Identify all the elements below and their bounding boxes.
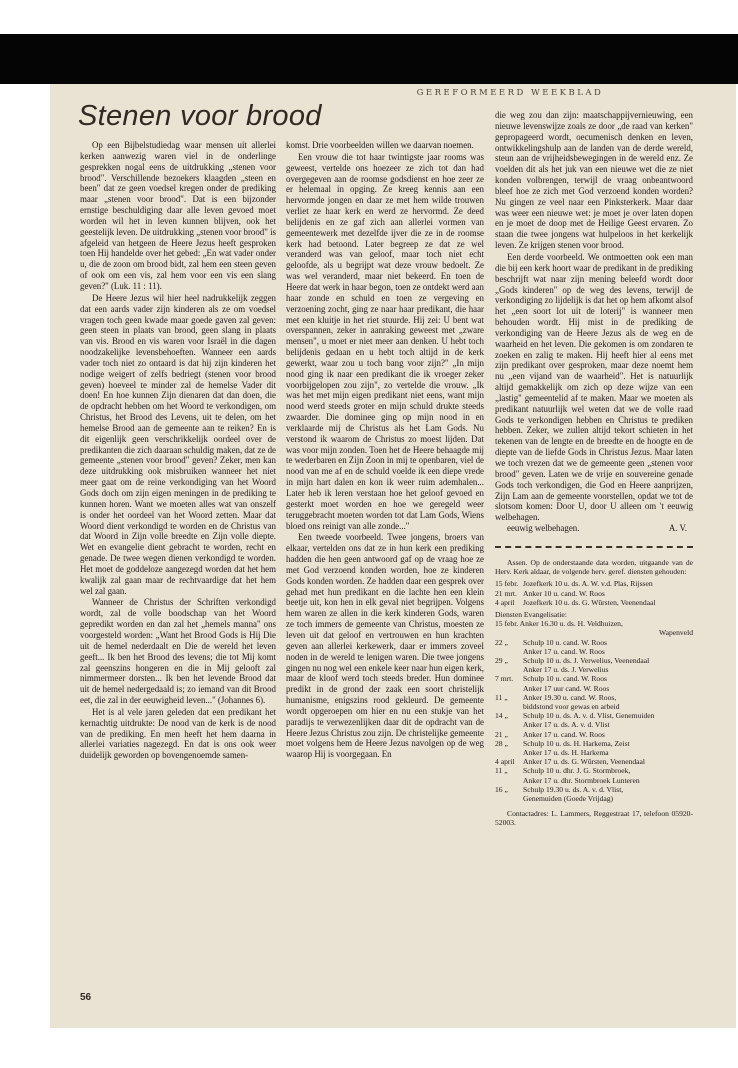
service-text: Anker 19.30 u. cand. W. Roos, <box>523 692 617 702</box>
service-row <box>495 720 693 729</box>
paragraph: die weg zou dan zijn: maatschappijvernieuwing, een nieuwe levenswijze zoals ze door „de raad van kerken" gepropageerd wordt, oecumenisch denken en leven, ontwikkelingshulp aan de landen van de derde wereld, steun aan de vrijheidsbewegingen in de wereld enz. Ze voelden dit als het juk van een nieuwe wet die ze niet konden volbrengen, terwijl de vraag onbeantwoord bleef hoe ze zich met God verzoend konden worden? Nu gingen ze veel naar een Pinksterkerk. Maar daar was weer een nieuwe wet: je moet je over laten dopen en je moet de doop met de Heilige Geest ervaren. Zo staan die twee jongens wat hulpeloos in het kerkelijk leven. Ze krijgen stenen voor brood. <box>495 110 693 251</box>
service-text: Schulp 10 u. ds. H. Harkema, Zeist <box>523 738 630 748</box>
service-text: Anker 17 u. cand. W. Roos <box>523 729 605 739</box>
paragraph: De Heere Jezus wil hier heel nadrukkelijk zeggen dat een aards vader zijn kinderen als ze om voedsel vragen toch geen kwade maar goede gaven zal geven: geen steen in plaats van brood, geen slang in plaats van vis. Brood en vis waren voor Israël in die dagen noodzakelijke levensbehoeften. Wanneer een aards vader toch niet zo ontaard is dat hij zijn kinderen het nodige weigert of zelfs bedriegt (stenen voor brood geven) hoeveel te minder zal de hemelse Vader dit doen! En hoe kunnen Zijn dienaren dat dan doen, die de opdracht hebben om het Woord te verkondigen, om Christus, het Brood des Levens, uit te delen, om het hemelse Brood aan de gemeente aan te reiken? En is dit eigenlijk geen verschrikkelijk oordeel over de predikanten die zich daaraan schuldig maken, dat ze de gemeente „stenen voor brood" geven? Zeker, men kan deze uitdrukking ook misbruiken wanneer het niet meer gaat om de reine verkondiging van het Woord Gods doch om zijn eigen meningen in de prediking te kunnen horen. Want we moeten alles wat van onszelf is onder het oordeel van het Woord zetten. Maar dat Woord dient verkondigd te worden en de Christus van dat Woord in Zijn volle breedte en Zijn volle diepte. Wet en evangelie dient gebracht te worden, recht en genade. De twee wegen dienen verkondigd te worden. Het moet de goddeloze aangezegd worden dat het hem kwalijk zal gaan maar de rechtvaardige dat het hem wel zal gaan. <box>80 292 276 596</box>
service-text: Schulp 10 u. cand. W. Roos <box>523 674 607 684</box>
paragraph: Op een Bijbelstudiedag waar mensen uit allerlei kerken aanwezig waren viel in de onderlinge gesprekken nogal eens de uitdrukking „stenen voor brood". Verschillende bezoekers klaagden „steen en been" dat ze geen voedsel kregen onder de prediking maar „stenen voor brood". Dat is een bijzonder ernstige beschuldiging daar alle leven gevoed moet worden wil het in leven kunnen blijven, ook het geestelijk leven. De uitdrukking „stenen voor brood" is afgeleid van hetgeen de Heere Jezus heeft gesproken toen Hij handelde over het gebed: „En wat vader onder u, die de zoon om brood bidt, zal hem een steen geven of ook om een vis, zal hem voor een vis een slang geven?" (Luk. 11 : 11). <box>80 140 276 291</box>
service-text: Anker 17 u. dhr. Stormbroek Lunteren <box>523 775 640 785</box>
services-list <box>495 579 693 607</box>
service-date: 21 mrt. <box>495 588 517 598</box>
service-date <box>495 748 523 757</box>
paragraph: Een tweede voorbeeld. Twee jongens, broers van elkaar, vertelden ons dat ze in hun kerk een prediking hadden die hen geen antwoord gaf op de vraag hoe ze met God verzoend konden worden, hoe ze kinderen Gods konden worden. Ze hadden daar een gesprek over gehad met hun predikant en die lachte hen een klein beetje uit, kon hen in elk geval niet begrijpen. Volgens hem waren ze allen in die kerk kinderen Gods, waren ze toch immers de gemeente van Christus, moesten ze leven uit dat geloof en vertrouwen en hun krachten geven aan allerlei kerkewerk, daar er immers zoveel noden in de wereld te lenigen waren. Die twee jongens gingen nu nog wel een enkele keer naar hun eigen kerk, maar de kloof werd toch steeds breder. Hun dominee predikt in de grond der zaak een soort christelijk humanisme, enigszins rood gekleurd. De gemeente wordt opgeroepen om hier en nu een stukje van het paradijs te verwezenlijken daar dit de opdracht van de Heere Jezus Christus zou zijn. De christelijke gemeente moet volgens hem de Heere Jezus navolgen op de weg waarop Hij is voorgegaan. En <box>286 532 484 760</box>
service-row <box>495 665 693 674</box>
service-date: 11 „ <box>495 692 508 702</box>
service-row <box>495 656 693 665</box>
service-text: Schulp 19.30 u. ds. A. v. d. Vlist, <box>523 784 624 794</box>
service-row <box>495 684 693 693</box>
article-column-1 <box>80 140 276 990</box>
service-row <box>495 739 693 748</box>
evangelisation-list <box>495 638 693 804</box>
service-date: 15 febr. <box>495 579 519 589</box>
service-row <box>495 693 693 702</box>
dashed-divider <box>495 546 693 548</box>
author-initials: A. V. <box>668 523 687 534</box>
service-row <box>495 748 693 757</box>
closing-words: eeuwig welbehagen. <box>507 523 580 534</box>
service-date <box>495 684 523 693</box>
service-date: 7 mrt. <box>495 674 514 684</box>
service-date: 14 „ <box>495 711 508 721</box>
service-date <box>495 776 523 785</box>
service-date: 22 „ <box>495 637 508 647</box>
service-date <box>495 665 523 674</box>
article-column-3 <box>495 110 693 1010</box>
contact-address: Contactadres: L. Lammers, Reggestraat 17, telefoon 05920-52003. <box>495 809 693 828</box>
paragraph: komst. Drie voorbeelden willen we daarvan noemen. <box>286 140 474 150</box>
top-margin <box>0 0 738 34</box>
service-row <box>495 638 693 647</box>
paragraph: Wanneer de Christus der Schriften verkondigd wordt, zal de volle boodschap van het Woord gepredikt worden en dan zal het „hemels manna" ons voorgesteld worden: „Want het Brood Gods is Hij Die uit de hemel nederdaalt en Die de wereld het leven geeft... Ik ben het Brood des levens; die tot Mij komt zal geenszins hongeren en die in Mij gelooft zal nimmermeer dorsten... Ik ben het levende Brood dat uit de hemel nedergedaald is; zo iemand van dit Brood eet, die zal in der eeuwigheid leven..." (Johannes 6). <box>80 597 276 706</box>
service-row <box>495 776 693 785</box>
service-text: Schulp 10 u. ds. J. Verwelius, Veenendaal <box>523 655 650 665</box>
service-row <box>495 647 693 656</box>
magazine-page <box>50 84 736 1028</box>
service-row <box>495 579 693 588</box>
service-text: Schulp 10 u. cand. W. Roos <box>523 637 607 647</box>
service-text: Jozefkerk 10 u. ds. A. W. v.d. Plas, Rijssen <box>523 579 653 589</box>
service-text: Anker 17 uur cand. W. Roos <box>523 683 610 693</box>
service-row <box>495 598 693 607</box>
service-date: 16 „ <box>495 784 508 794</box>
service-row <box>495 711 693 720</box>
article-column-2 <box>286 140 484 1000</box>
service-date <box>495 647 523 656</box>
evangelisation-first: 15 febr. Anker 16.30 u. ds. H. Veldhuizen, <box>495 619 623 629</box>
service-row <box>495 757 693 766</box>
service-text: Schulp 10 u. dhr. J. G. Stormbroek, <box>523 766 631 776</box>
service-text: Anker 17 u. ds. H. Harkema <box>523 747 609 757</box>
service-date <box>495 702 523 711</box>
service-text: Anker 10 u. cand. W. Roos <box>523 588 605 598</box>
left-margin <box>0 84 50 1028</box>
evangelisation-heading: Diensten Evangelisatie: <box>495 609 567 619</box>
service-date: 4 april <box>495 597 515 607</box>
signature-line <box>495 523 693 534</box>
paragraph: Een vrouw die tot haar twintigste jaar rooms was geweest, vertelde ons hoezeer ze zich tot dan had overgegeven aan de roomse godsdienst en hoe zeer ze er helemaal in opging. Ze kreeg kennis aan een hervormde jongen en daar ze met hem wilde trouwen verliet ze haar kerk en werd ze hervormd. Ze deed belijdenis en ze gaf zich aan allerlei vormen van gemeentewerk met dezelfde ijver die ze in de roomse kerk had betoond. Later begreep ze dat ze wel veranderd was van geloof, maar toch niet echt geloofde, als u begrijpt wat deze vrouw bedoelt. Ze was wel veranderd, maar niet bekeerd. En toen de Heere dat werk in haar begon, toen ze ontdekt werd aan haar zonde en schuld en toen ze vergeving en verzoening zocht, ging ze naar haar predikant, die haar met een kluitje in het riet stuurde. Hij zei: U bent wat overspannen, zeker in aanraking geweest met „zware mensen", u moet er niet meer aan denken. U hebt toch belijdenis gedaan en u hebt toch altijd in de kerk gewerkt, waar zou u toch bang voor zijn?" „In mijn nood ging ik naar een predikant die ik vroeger zeker voorbijgelopen zou zijn", zo vertelde die vrouw. „Ik was het met mijn eigen predikant niet eens, want mijn nood werd steeds groter en mijn schuld drukte steeds zwaarder. Die dominee ging op mijn nood in en verklaarde mij de Christus als het Lam Gods. Nu verstond ik waarom de Christus zo moest lijden. Dat was voor mijn zonden. Toen het de Heere behaagde mij te wederbaren en Zijn Zoon in mij te openbaren, viel de nood van me af en de schuld voelde ik een diepe vrede in mijn hart dalen en kon ik weer ruim ademhalen... Later heb ik leren verstaan hoe het geloof gevoed en gesterkt moet worden en hoe we geregeld weer teruggebracht moeten worden tot dat Lam Gods, Wiens bloed ons reinigt van alle zonde..." <box>286 151 484 531</box>
service-text: Anker 17 u. ds. G. Wûrsten, Veenendaal <box>523 757 646 767</box>
service-row <box>495 674 693 683</box>
article-title: Stenen voor brood <box>78 100 322 132</box>
service-date: 4 april <box>495 757 515 767</box>
service-date <box>495 794 523 803</box>
scan-black-bar <box>0 34 738 84</box>
running-head: GEREFORMEERD WEEKBLAD <box>416 88 604 98</box>
service-row <box>495 794 693 803</box>
service-date: 28 „ <box>495 738 508 748</box>
service-text: Anker 17 u. ds. A. v. d. Vlist <box>523 720 610 730</box>
service-date <box>495 720 523 729</box>
paragraph: Het is al vele jaren geleden dat een predikant het kernachtig uitdrukte: De nood van de kerk is de nood van de prediking. En men heeft het hem daarna in allerlei variaties nagezegd. En dat is ons ook weer duidelijk geworden op bovengenoemde samen- <box>80 706 276 761</box>
service-text: Anker 17 u. ds. J. Verwelius <box>523 665 609 675</box>
notice-intro: Assen. Op de onderstaande data worden, uitgaande van de Herv. Kerk aldaar, de volgende herv. geref. diensten gehouden: <box>495 557 693 577</box>
service-text: Genemuiden (Goede Vrijdag) <box>523 793 614 803</box>
service-row <box>495 785 693 794</box>
service-row <box>495 589 693 598</box>
service-row <box>495 730 693 739</box>
service-row <box>495 702 693 711</box>
service-date: 29 „ <box>495 655 508 665</box>
service-row <box>495 766 693 775</box>
service-text: biddstond voor gewas en arbeid <box>523 701 620 711</box>
paragraph: Een derde voorbeeld. We ontmoetten ook een man die bij een kerk hoort waar de predikant in de prediking beschrijft wat naar zijn mening beleefd wordt door „Gods kinderen" op de weg des levens, terwijl de verkondiging zo lijdelijk is dat het op hem afkomt alsof het „een soort lot uit de loterij" is wanneer men behouden wordt. Hij mist in de prediking de verkondiging van de Heere Jezus als de weg en de waarheid en het leven. Die gekomen is om zondaren te zoeken en zalig te maken. Hij heeft hier al eens met zijn predikant over gesproken, maar deze noemt hem nu „een vijand van de waarheid". Het is natuurlijk altijd gemakkelijk om zich op deze wijze van een „lastig" gemeentelid af te maken. Maar we moeten als predikant natuurlijk wel weten dat we de volle raad Gods te verkondigen hebben en Christus te prediken hebben. Zeker, we zullen altijd tekort schieten in het tekenen van de lengte en de breedte en de hoogte en de diepte van de liefde Gods in Christus Jezus. Maar laten we toch vrezen dat we de gemeente geen „stenen voor brood" geven. Laten we de vrije en souvereine genade Gods toch verkondigen, die God en Heere aanprijzen, Zijn Lam aan de gemeente voorstellen, opdat we tot de slotsom komen: Door U, door U alleen om 't eeuwig welbehagen. <box>495 251 693 523</box>
service-text: Schulp 10 u. ds. A. v. d. Vlist, Genemuiden <box>523 711 655 721</box>
church-notice <box>495 558 693 828</box>
service-text: Anker 17 u. cand. W. Roos <box>523 646 605 656</box>
evangelisation-first-place: Wapenveld <box>659 628 693 638</box>
service-date: 11 „ <box>495 766 508 776</box>
service-text: Jozefkerk 10 u. ds. G. Wûrsten, Veenendaal <box>523 597 656 607</box>
bottom-margin <box>0 1028 738 1068</box>
page-number: 56 <box>80 992 92 1003</box>
service-date: 21 „ <box>495 729 508 739</box>
